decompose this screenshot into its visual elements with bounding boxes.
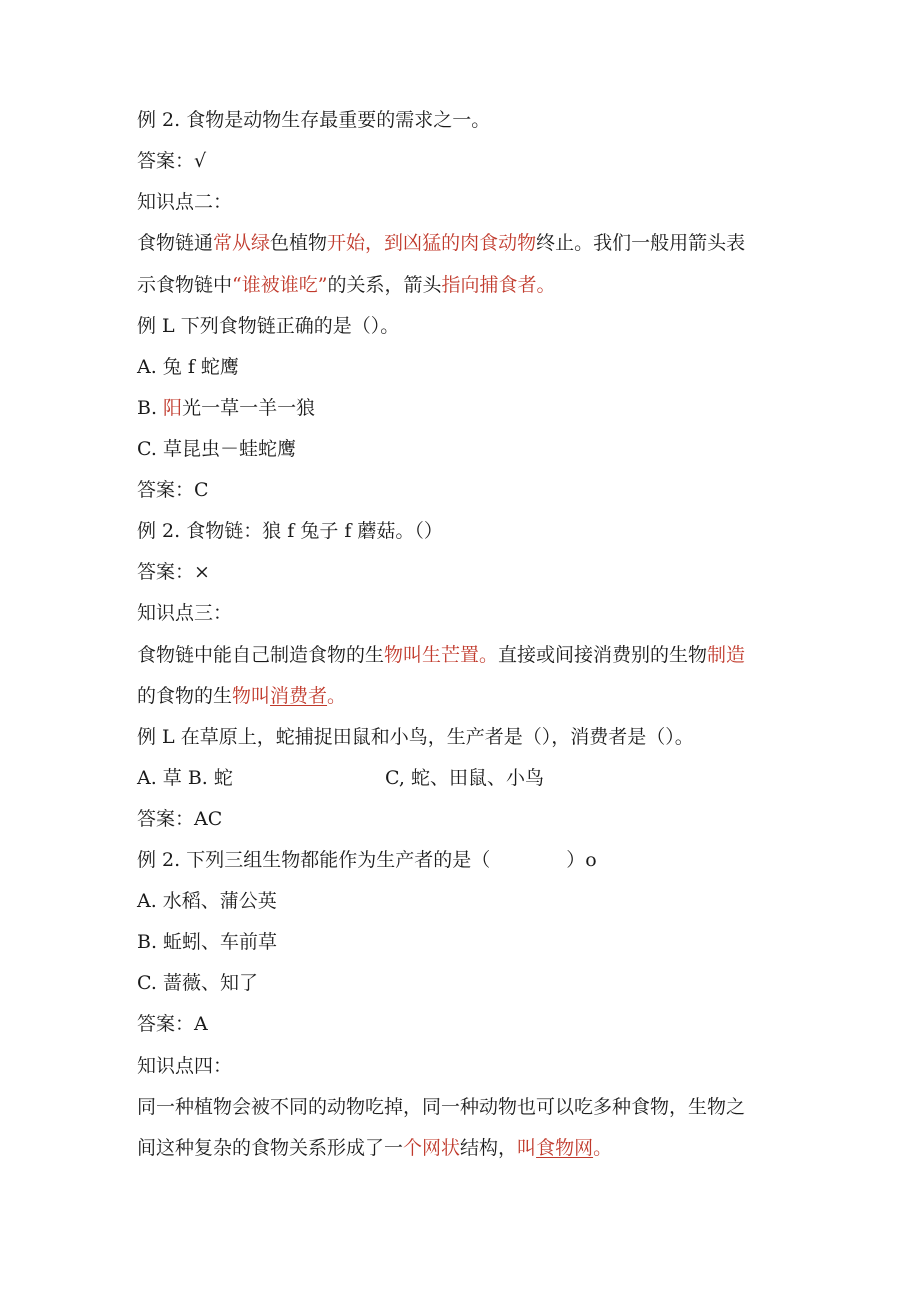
highlight-run: 物叫 (232, 685, 271, 707)
option-b (137, 394, 797, 422)
answer-label: 答案： (137, 150, 195, 172)
highlight-run: 。 (327, 685, 347, 707)
answer-line (137, 476, 797, 504)
highlight-run: 制造 (707, 644, 746, 666)
question-text: 例 2. 食物链：狼 f 兔子 f 蘑菇。（） (137, 520, 443, 542)
highlight-run: 猛的肉食动物 (422, 232, 537, 254)
section-heading-3 (137, 599, 797, 627)
heading-text: 知识点四： (137, 1055, 233, 1077)
option-c (137, 435, 797, 463)
option-b (137, 928, 797, 956)
option-text: C. 蔷薇、知了 (137, 972, 258, 994)
underlined-term: 消费者 (270, 685, 328, 707)
answer-text: 答案：AC (137, 808, 223, 830)
text-run: B. (137, 397, 164, 419)
example-2-statement (137, 106, 797, 134)
highlight-run: “谁被谁吃” (232, 274, 328, 296)
text-run: 间这种复杂的食物关系形成了一 (137, 1137, 404, 1159)
section-heading-2 (137, 188, 797, 216)
option-text: C. 草昆虫－蛙蛇鹰 (137, 438, 296, 460)
highlight-run: 指向捕食者。 (441, 274, 556, 296)
knowledge-paragraph-line-2 (137, 682, 797, 710)
text-run: 同一种植物会被不同的动物吃掉，同一种动物也可以吃多种食物，生物之 (137, 1096, 746, 1118)
example-2-question (137, 846, 797, 874)
answer-line (137, 1010, 797, 1038)
highlight-run: 阳 (163, 397, 183, 419)
question-text: 例 L 下列食物链正确的是（）。 (137, 315, 400, 337)
option-text: B. 蚯蚓、车前草 (137, 931, 278, 953)
heading-text: 知识点三： (137, 602, 233, 624)
knowledge-paragraph-line-1 (137, 1093, 797, 1121)
example-text: 例 2. 食物是动物生存最重要的需求之一。 (137, 109, 491, 131)
answer-line (137, 147, 797, 175)
answer-text: 答案：C (137, 479, 209, 501)
answer-line (137, 805, 797, 833)
question-text: 例 2. 下列三组生物都能作为生产者的是（ ）o (137, 849, 597, 871)
answer-line (137, 558, 797, 586)
text-run: 终止。我们一般用箭头表 (536, 232, 746, 254)
section-heading-4 (137, 1052, 797, 1080)
example-1-question (137, 312, 797, 340)
knowledge-paragraph-line-2 (137, 271, 797, 299)
highlight-run: 常从绿 (213, 232, 271, 254)
knowledge-paragraph-line-1 (137, 229, 797, 257)
highlight-run: 物叫生芒置。 (384, 644, 499, 666)
option-text: A. 草 B. 蛇 (137, 767, 233, 789)
heading-text: 知识点二： (137, 191, 233, 213)
text-run: 色植物 (270, 232, 328, 254)
text-run: 结构， (460, 1137, 518, 1159)
check-mark-icon: √ (194, 150, 207, 172)
text-run: 的关系，箭头 (327, 274, 442, 296)
answer-text: 答案：× (137, 561, 210, 583)
question-text: 例 L 在草原上，蛇捕捉田鼠和小鸟，生产者是（），消费者是（）。 (137, 726, 694, 748)
highlight-run: 个网状 (403, 1137, 461, 1159)
text-run: 的食物的生 (137, 685, 233, 707)
option-c-text: C, 蛇、田鼠、小鸟 (385, 767, 544, 789)
option-a (137, 887, 797, 915)
example-2-question (137, 517, 797, 545)
knowledge-paragraph-line-1 (137, 641, 797, 669)
highlight-run: 叫 (517, 1137, 537, 1159)
text-run: 示食物链中 (137, 274, 233, 296)
underlined-term: 食物网 (536, 1137, 594, 1159)
text-run: 直接或间接消费别的生物 (498, 644, 708, 666)
options-row (137, 764, 797, 792)
highlight-run: 。 (593, 1137, 613, 1159)
option-text: A. 兔 f 蛇鹰 (137, 356, 239, 378)
option-text: A. 水稻、蒲公英 (137, 890, 277, 912)
knowledge-paragraph-line-2 (137, 1134, 797, 1162)
text-run: 光一草一羊一狼 (182, 397, 316, 419)
highlight-run: 开始，到凶 (327, 232, 423, 254)
option-c (137, 969, 797, 997)
example-1-question (137, 723, 797, 751)
option-a (137, 353, 797, 381)
answer-text: 答案：A (137, 1013, 208, 1035)
text-run: 食物链中能自己制造食物的生 (137, 644, 385, 666)
text-run: 食物链通 (137, 232, 214, 254)
